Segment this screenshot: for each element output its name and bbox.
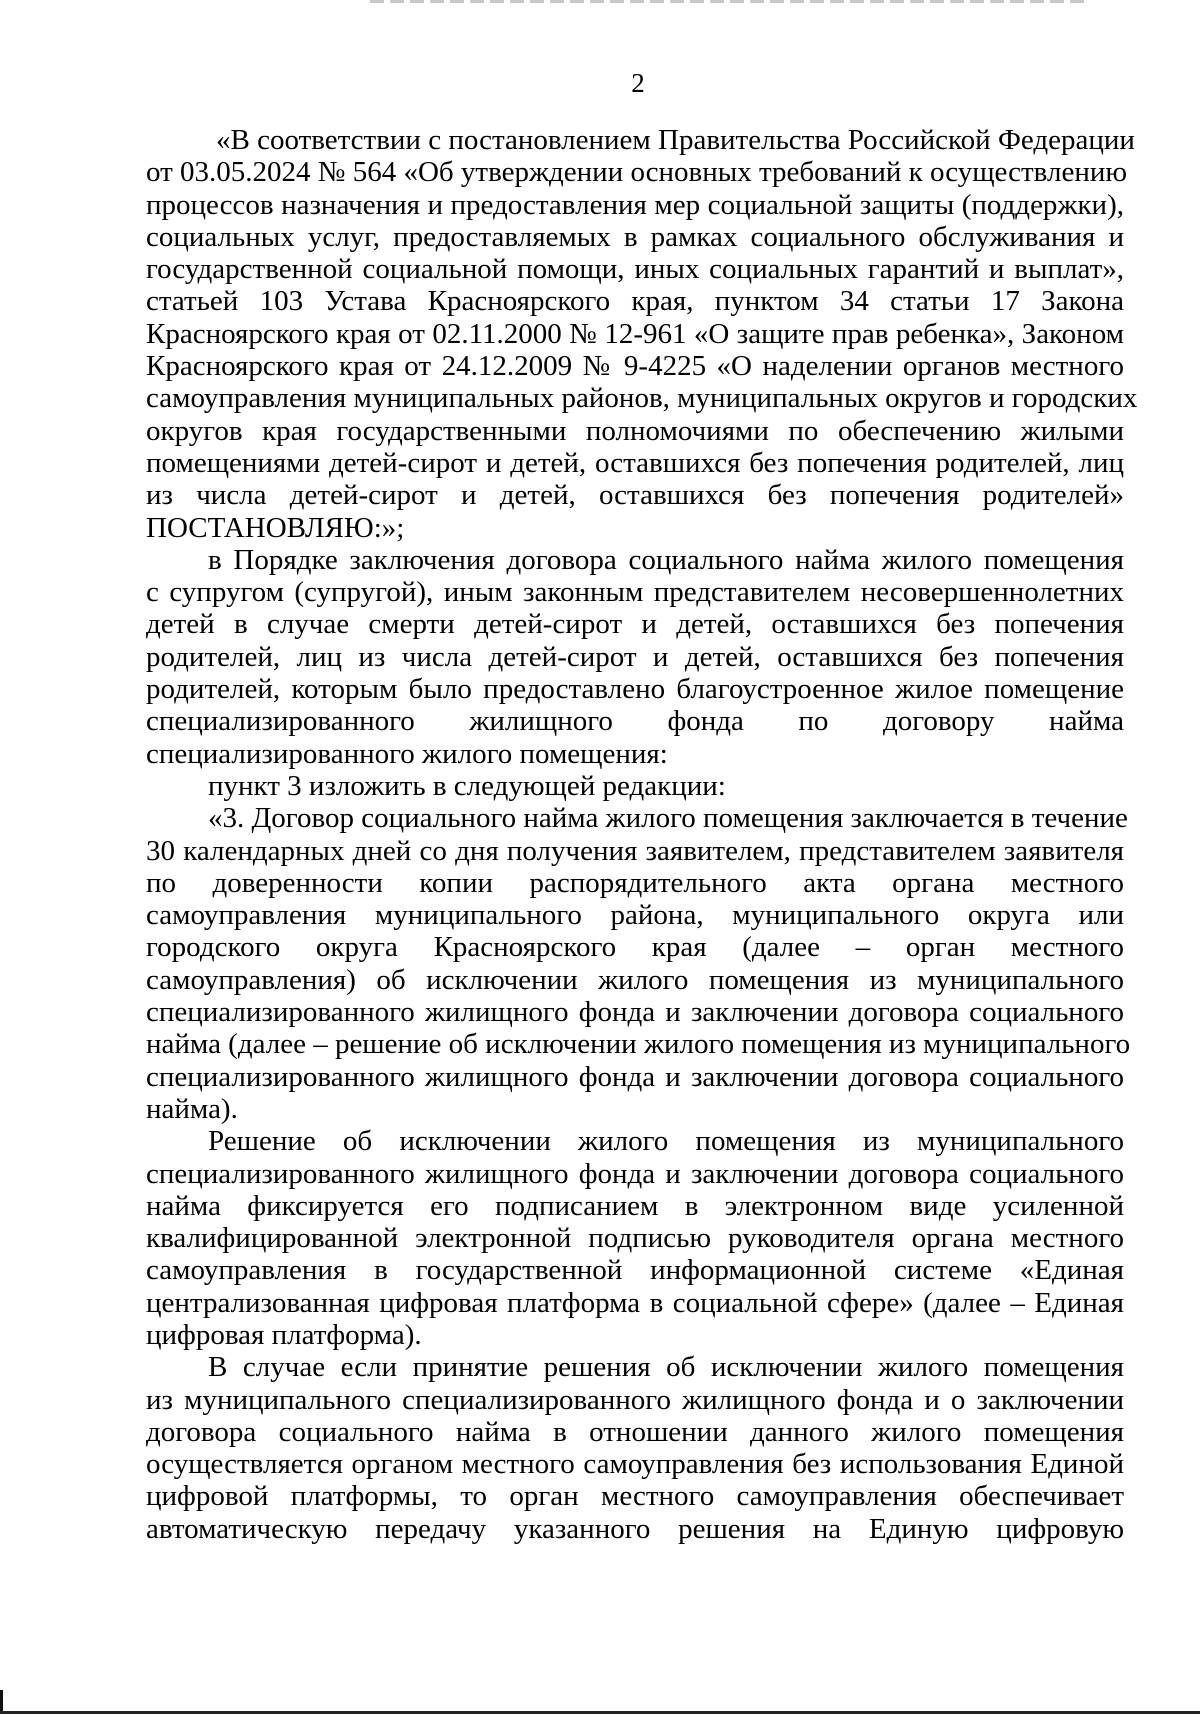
paragraph	[146, 124, 1138, 544]
text-line: цифровой платформы, то орган местного самоуправления обеспечивает	[146, 1480, 1124, 1513]
text-line: детей в случае смерти детей-сирот и детей, оставшихся без попечения	[146, 608, 1124, 641]
scan-edge-artifact	[370, 0, 1090, 3]
text-line: ПОСТАНОВЛЯЮ:»;	[146, 511, 405, 544]
document-body	[146, 124, 1138, 1545]
text-line: Красноярского края от 02.11.2000 № 12-961 «О защите прав ребенка», Законом	[146, 317, 1124, 350]
text-line: централизованная цифровая платформа в социальной сфере» (далее – Единая	[146, 1286, 1124, 1319]
paragraph	[146, 544, 1124, 770]
text-line: 30 календарных дней со дня получения заявителем, представителем заявителя	[146, 834, 1124, 867]
text-line: самоуправления муниципального района, муниципального округа или	[146, 899, 1124, 932]
text-line: квалифицированной электронной подписью руководителя органа местного	[146, 1222, 1124, 1255]
text-line: специализированного жилищного фонда по договору найма	[146, 705, 1124, 738]
text-line: «3. Договор социального найма жилого помещения заключается в течение	[208, 802, 1128, 835]
text-line: городского округа Красноярского края (далее – орган местного	[146, 931, 1124, 964]
text-line: родителей, которым было предоставлено благоустроенное жилое помещение	[146, 673, 1124, 706]
text-line: Решение об исключении жилого помещения из муниципального	[208, 1125, 1124, 1158]
text-line: самоуправления в государственной информационной системе «Единая	[146, 1254, 1124, 1287]
text-line: специализированного жилищного фонда и заключении договора социального	[146, 1157, 1124, 1190]
text-line: автоматическую передачу указанного решения на Единую цифровую	[146, 1512, 1124, 1545]
text-line: найма (далее – решение об исключении жилого помещения из муниципального	[146, 1028, 1131, 1061]
text-line: помещениями детей-сирот и детей, оставшихся без попечения родителей, лиц	[146, 446, 1124, 479]
paragraph	[146, 802, 1131, 1125]
text-line: округов края государственными полномочиями по обеспечению жилыми	[146, 414, 1124, 447]
text-line: из числа детей-сирот и детей, оставшихся без попечения родителей»	[146, 479, 1124, 512]
paragraph	[146, 770, 1124, 802]
text-line: процессов назначения и предоставления мер социальной защиты (поддержки),	[146, 188, 1124, 221]
text-line: государственной социальной помощи, иных социальных гарантий и выплат»,	[146, 253, 1124, 286]
text-line: «В соответствии с постановлением Правительства Российской Федерации	[216, 124, 1135, 156]
text-line: самоуправления муниципальных районов, муниципальных округов и городских	[146, 382, 1138, 415]
text-line: Красноярского края от 24.12.2009 № 9-4225 «О наделении органов местного	[146, 350, 1124, 383]
paragraph	[146, 1125, 1124, 1351]
text-line: В случае если принятие решения об исключении жилого помещения	[208, 1351, 1124, 1384]
text-line: цифровая платформа).	[146, 1318, 422, 1351]
text-line: в Порядке заключения договора социального найма жилого помещения	[208, 543, 1124, 576]
text-line: осуществляется органом местного самоуправления без использования Единой	[146, 1448, 1124, 1481]
text-line: с супругом (супругой), иным законным представителем несовершеннолетних	[146, 576, 1124, 609]
text-line: специализированного жилого помещения:	[146, 737, 668, 770]
text-line: специализированного жилищного фонда и заключении договора социального	[146, 996, 1124, 1029]
text-line: договора социального найма в отношении данного жилого помещения	[146, 1415, 1124, 1448]
text-line: найма).	[146, 1092, 238, 1125]
text-line: по доверенности копии распорядительного акта органа местного	[146, 866, 1124, 899]
text-line: найма фиксируется его подписанием в электронном виде усиленной	[146, 1189, 1124, 1222]
text-line: специализированного жилищного фонда и заключении договора социального	[146, 1060, 1124, 1093]
text-line: социальных услуг, предоставляемых в рамках социального обслуживания и	[146, 220, 1124, 253]
paragraph	[146, 1351, 1124, 1545]
text-line: самоуправления) об исключении жилого помещения из муниципального	[146, 963, 1124, 996]
text-line: из муниципального специализированного жилищного фонда и о заключении	[146, 1383, 1124, 1416]
text-line: пункт 3 изложить в следующей редакции:	[208, 769, 726, 802]
text-line: статьей 103 Устава Красноярского края, пунктом 34 статьи 17 Закона	[146, 285, 1124, 318]
text-line: родителей, лиц из числа детей-сирот и детей, оставшихся без попечения	[146, 640, 1124, 673]
text-line: от 03.05.2024 № 564 «Об утверждении основных требований к осуществлению	[146, 156, 1128, 189]
page-number: 2	[631, 68, 645, 98]
